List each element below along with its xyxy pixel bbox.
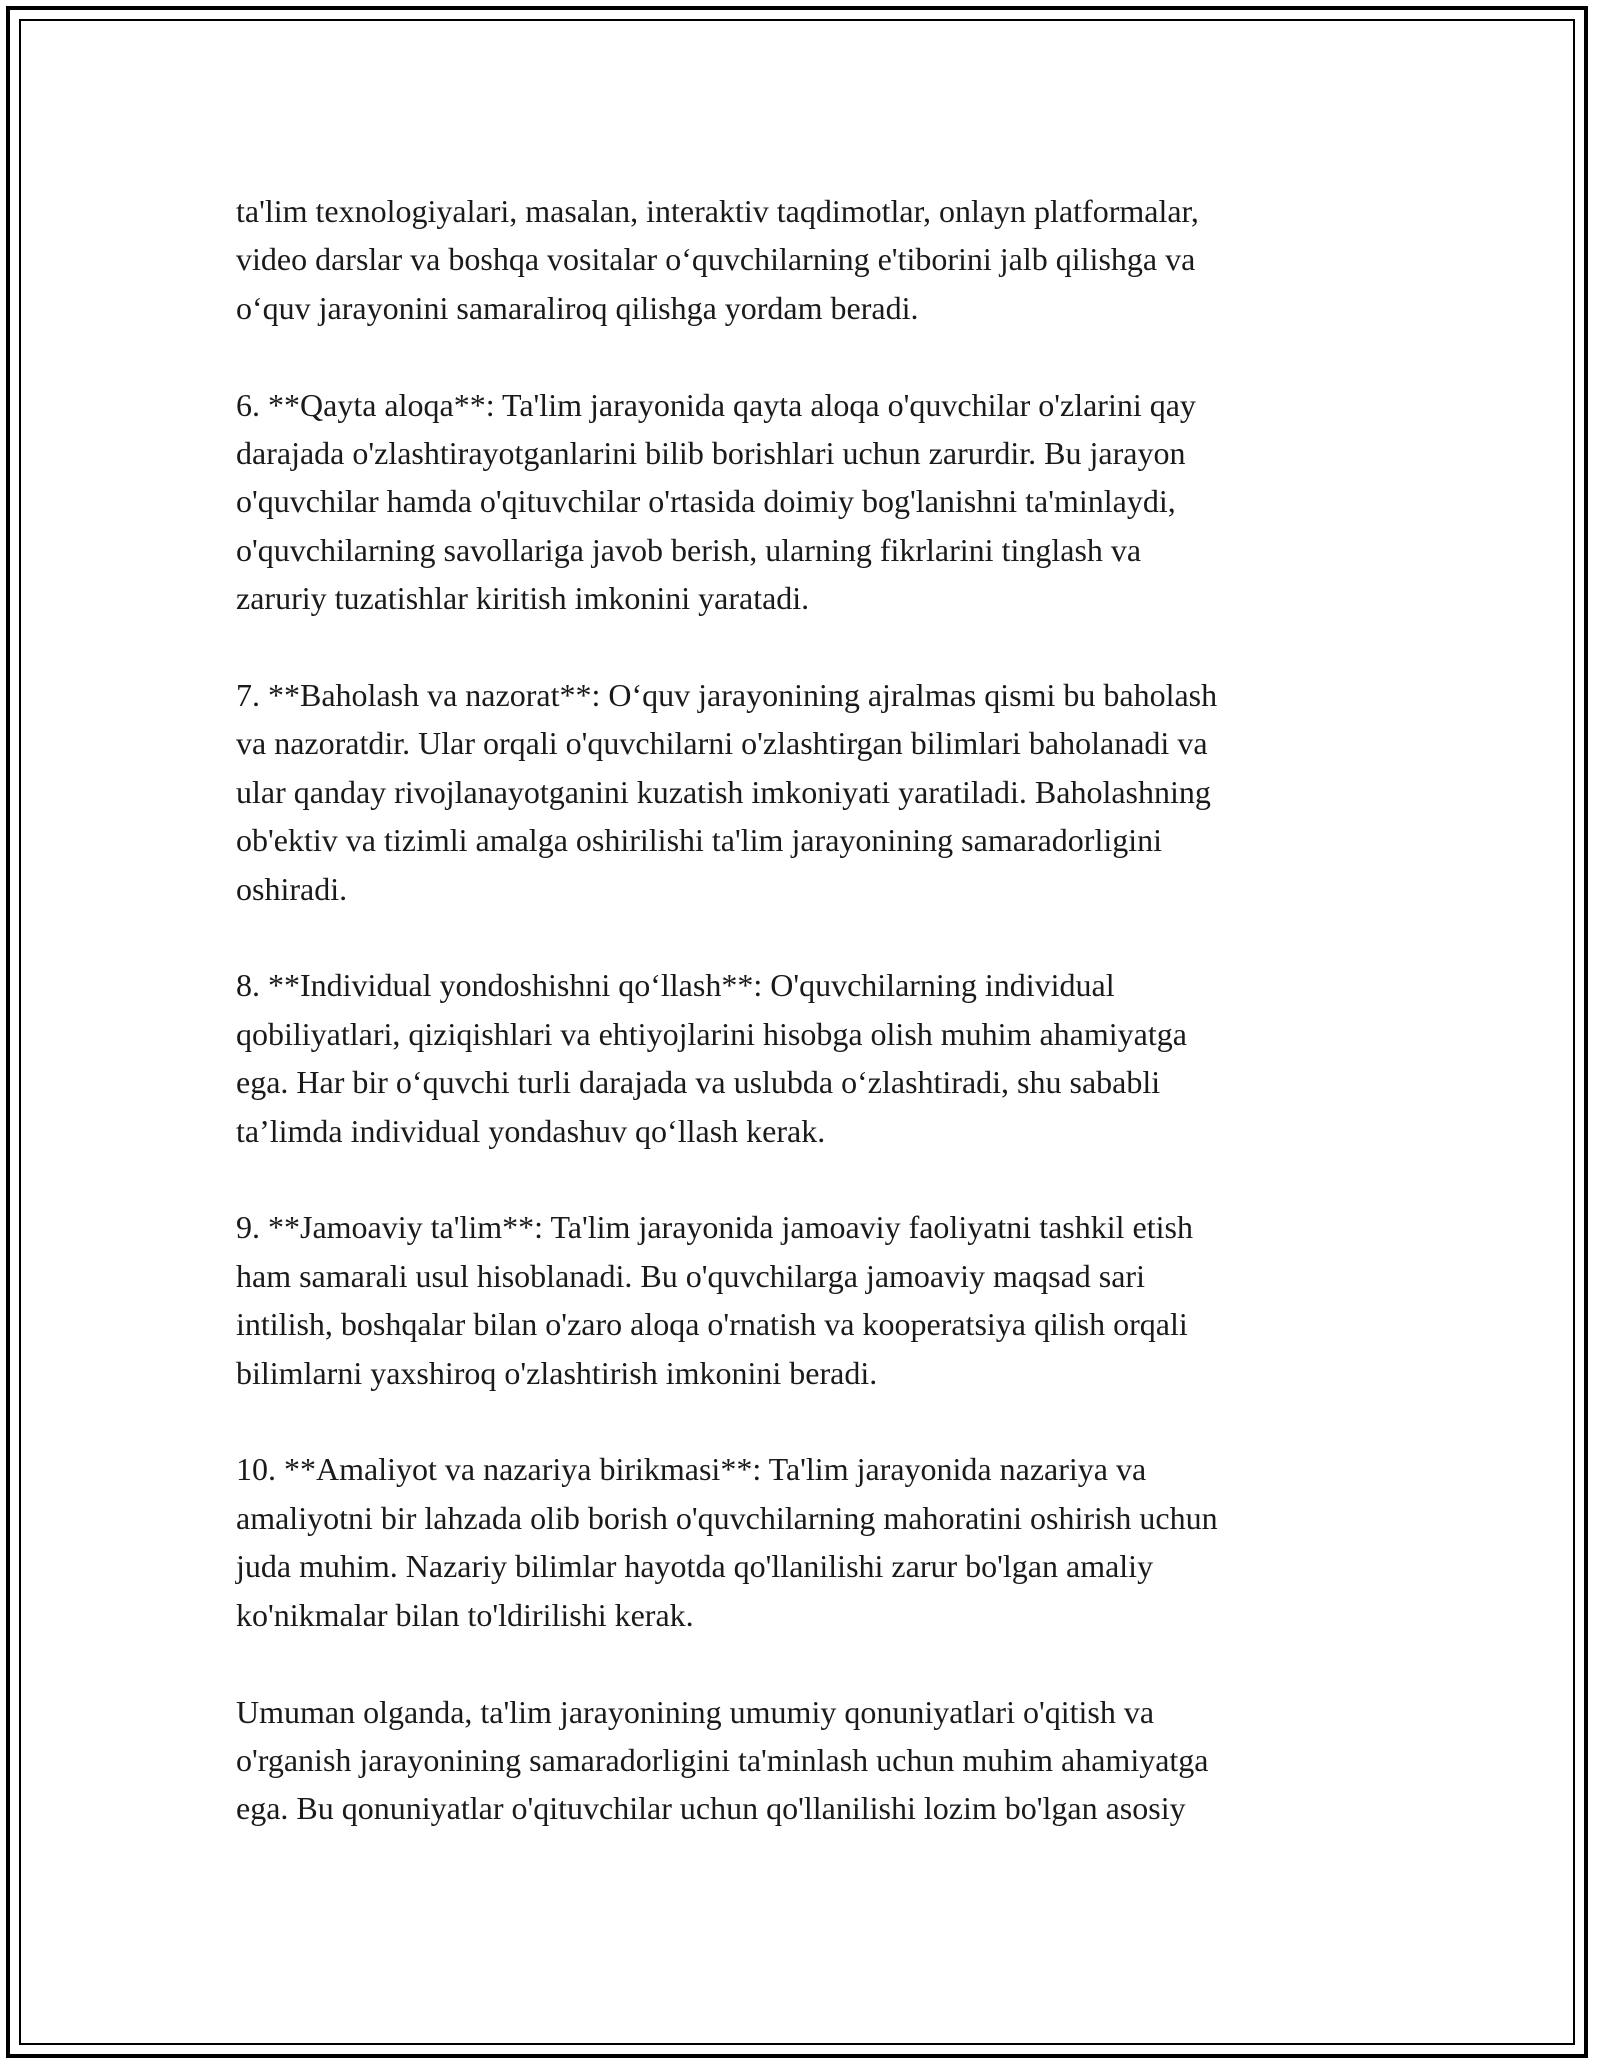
text-line: darajada o'zlashtirayotganlarini bilib borishlari uchun zarurdir. Bu jarayon xyxy=(236,435,1186,472)
text-line: ega. Har bir o‘quvchi turli darajada va uslubda o‘zlashtiradi, shu sababli xyxy=(236,1064,1161,1101)
text-line: va nazoratdir. Ular orqali o'quvchilarni o'zlashtirgan bilimlari baholanadi va xyxy=(236,725,1208,762)
paragraph-item-8 xyxy=(236,961,1366,1155)
text-line: 9. **Jamoaviy ta'lim**: Ta'lim jarayonida jamoaviy faoliyatni tashkil etish xyxy=(236,1209,1193,1246)
text-line: o‘quv jarayonini samaraliroq qilishga yordam beradi. xyxy=(236,289,919,326)
text-line: ta’limda individual yondashuv qo‘llash kerak. xyxy=(236,1112,826,1149)
text-line: ta'lim texnologiyalari, masalan, interaktiv taqdimotlar, onlayn platformalar, xyxy=(236,193,1199,229)
text-line: 7. **Baholash va nazorat**: O‘quv jarayonining ajralmas qismi bu baholash xyxy=(236,677,1218,714)
text-line: o'quvchilarning savollariga javob berish, ularning fikrlarini tinglash va xyxy=(236,531,1142,568)
text-line: bilimlarni yaxshiroq o'zlashtirish imkonini beradi. xyxy=(236,1354,878,1391)
text-line: o'rganish jarayonining samaradorligini ta'minlash uchun muhim ahamiyatga xyxy=(236,1741,1209,1778)
text-line: juda muhim. Nazariy bilimlar hayotda qo'llanilishi zarur bo'lgan amaliy xyxy=(236,1548,1154,1585)
text-line: ega. Bu qonuniyatlar o'qituvchilar uchun qo'llanilishi lozim bo'lgan asosiy xyxy=(236,1790,1186,1827)
text-line: video darslar va boshqa vositalar o‘quvchilarning e'tiborini jalb qilishga va xyxy=(236,241,1196,278)
paragraph-item-6 xyxy=(236,381,1366,623)
text-line: ko'nikmalar bilan to'ldirilishi kerak. xyxy=(236,1596,694,1633)
document-body xyxy=(236,187,1366,1881)
text-line: ob'ektiv va tizimli amalga oshirilishi ta'lim jarayonining samaradorligini xyxy=(236,822,1162,859)
text-line: amaliyotni bir lahzada olib borish o'quvchilarning mahoratini oshirish uchun xyxy=(236,1499,1218,1536)
paragraph-item-9 xyxy=(236,1203,1366,1397)
text-line: oshiradi. xyxy=(236,870,348,907)
text-line: intilish, boshqalar bilan o'zaro aloqa o'rnatish va kooperatsiya qilish orqali xyxy=(236,1306,1188,1343)
text-line: ham samarali usul hisoblanadi. Bu o'quvchilarga jamoaviy maqsad sari xyxy=(236,1257,1145,1294)
text-line: 6. **Qayta aloqa**: Ta'lim jarayonida qayta aloqa o'quvchilar o'zlarini qay xyxy=(236,386,1196,423)
paragraph-intro-continuation xyxy=(236,187,1366,332)
text-line: ular qanday rivojlanayotganini kuzatish imkoniyati yaratiladi. Baholashning xyxy=(236,773,1211,810)
paragraph-conclusion xyxy=(236,1688,1366,1833)
paragraph-item-10 xyxy=(236,1445,1366,1639)
text-line: zaruriy tuzatishlar kiritish imkonini yaratadi. xyxy=(236,580,810,617)
text-line: 10. **Amaliyot va nazariya birikmasi**: Ta'lim jarayonida nazariya va xyxy=(236,1451,1147,1488)
text-line: Umuman olganda, ta'lim jarayonining umumiy qonuniyatlari o'qitish va xyxy=(236,1693,1155,1730)
text-line: qobiliyatlari, qiziqishlari va ehtiyojlarini hisobga olish muhim ahamiyatga xyxy=(236,1015,1187,1052)
paragraph-item-7 xyxy=(236,671,1366,913)
text-line: 8. **Individual yondoshishni qo‘llash**: O'quvchilarning individual xyxy=(236,967,1115,1004)
text-line: o'quvchilar hamda o'qituvchilar o'rtasida doimiy bog'lanishni ta'minlaydi, xyxy=(236,483,1176,520)
